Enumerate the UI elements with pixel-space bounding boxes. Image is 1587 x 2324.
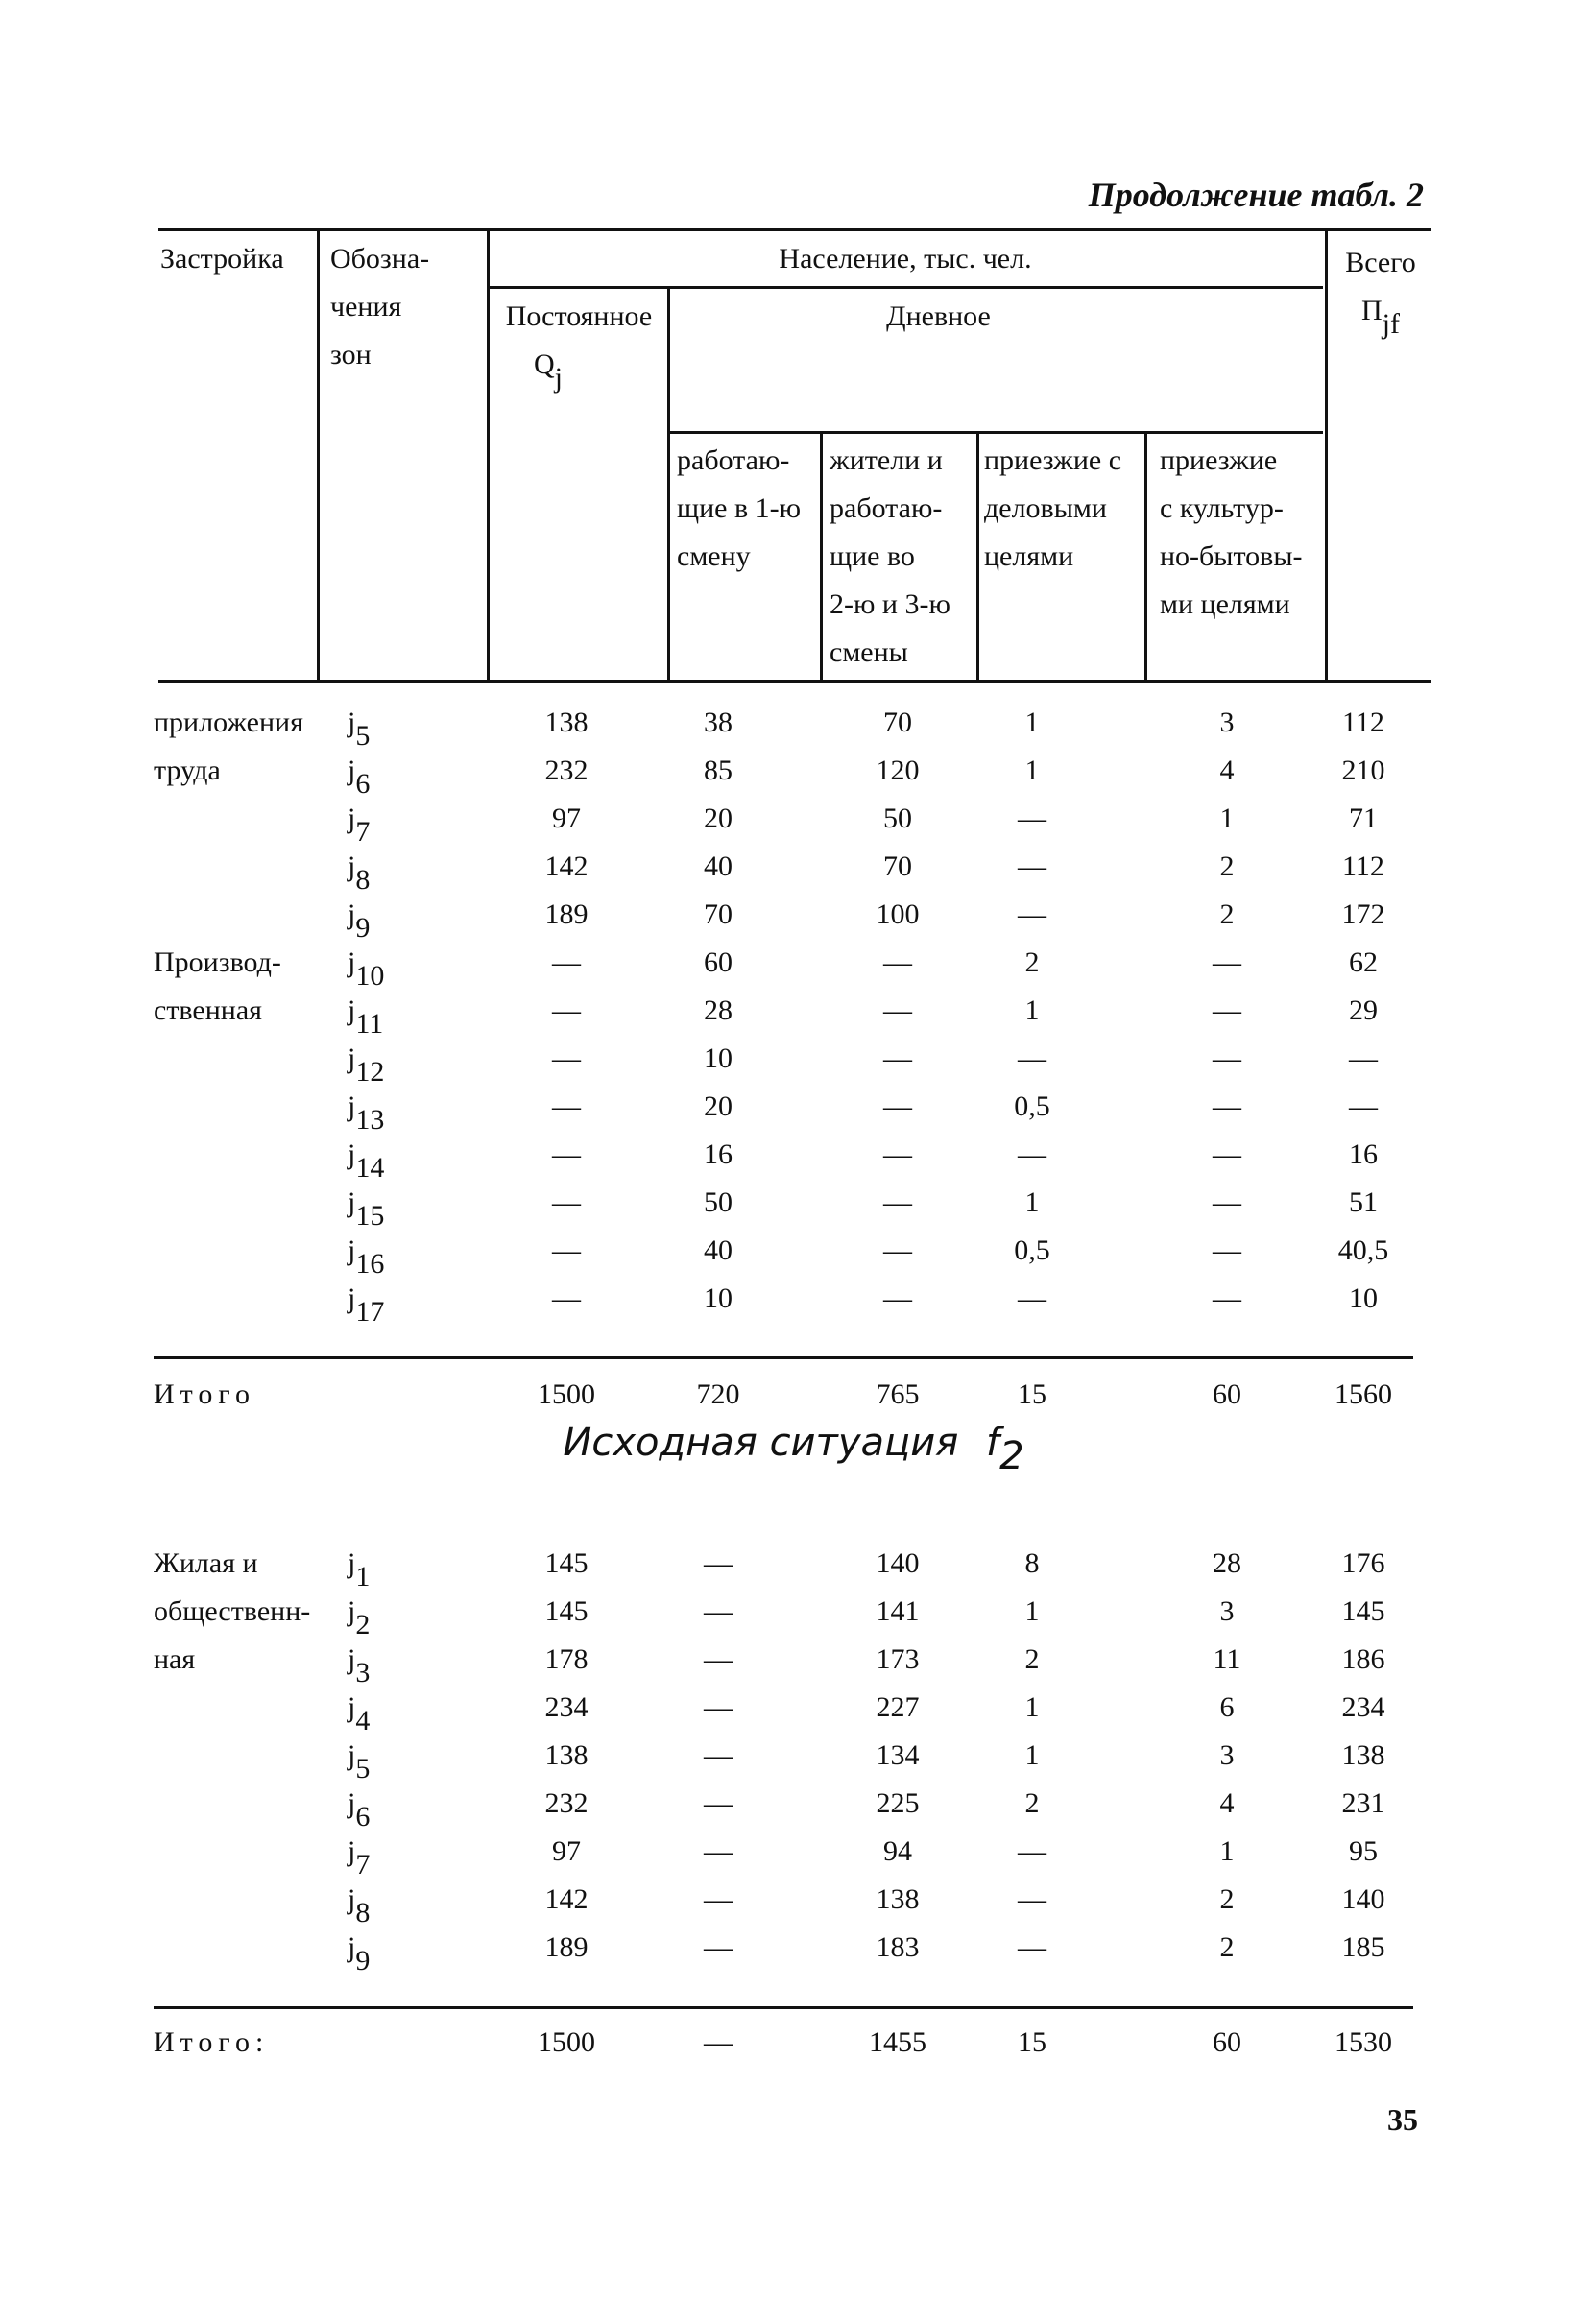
table-cell: 3 [1219, 707, 1235, 738]
zone-letter: j [348, 755, 356, 786]
group-label: общественн- [154, 1595, 311, 1627]
total-cell: 15 [1018, 1378, 1046, 1410]
zone-subscript: 10 [355, 960, 385, 992]
zone-letter: j [348, 1643, 356, 1675]
total-cell: 1560 [1335, 1378, 1392, 1410]
table-cell: — [1018, 1931, 1046, 1963]
table-cell: — [552, 1042, 581, 1074]
table-cell: — [1018, 851, 1046, 882]
table-cell: 227 [876, 1691, 920, 1723]
zone-subscript: 5 [355, 720, 371, 752]
zone-subscript: 14 [355, 1152, 385, 1184]
zone-letter: j [348, 1691, 356, 1723]
zone-letter: j [348, 1042, 356, 1074]
zone-id [348, 1275, 384, 1336]
table-cell: 97 [552, 1835, 581, 1867]
vline-6 [1144, 432, 1147, 682]
zone-letter: j [348, 1595, 356, 1627]
header-sub-kulturnye: приезжие с культур- но-бытовы- ми целями [1160, 444, 1303, 620]
table-cell: 38 [704, 707, 733, 738]
total-cell: 15 [1018, 2026, 1046, 2058]
table-cell: — [1213, 946, 1241, 978]
table-cell: 145 [544, 1547, 589, 1579]
total-label: Итого [154, 1378, 255, 1410]
table-cell: 142 [544, 1883, 589, 1915]
table-cell: — [883, 1234, 912, 1266]
header-oboznachenia: Обозна- чения зон [330, 243, 430, 371]
header-top-rule [158, 228, 1431, 231]
total-cell: 1500 [538, 1378, 595, 1410]
zone-subscript: 13 [355, 1104, 385, 1136]
table-cell: 232 [544, 1787, 589, 1819]
table-cell: 6 [1219, 1691, 1235, 1723]
table-cell: 138 [544, 1739, 589, 1771]
zone-letter: j [348, 803, 356, 834]
table-cell: — [883, 994, 912, 1026]
table-cell: 2 [1024, 1787, 1040, 1819]
table-cell: 1 [1024, 1595, 1040, 1627]
header-vsego: Всего Пjf [1345, 247, 1416, 340]
zone-subscript: 16 [355, 1248, 385, 1280]
table-cell: 20 [704, 1090, 733, 1122]
table-cell: — [883, 1090, 912, 1122]
table-cell: 225 [876, 1787, 920, 1819]
table-cell: — [1349, 1090, 1378, 1122]
table-cell: 173 [876, 1643, 920, 1675]
table-cell: 28 [1213, 1547, 1241, 1579]
table-cell: — [1213, 1090, 1241, 1122]
table-cell: 28 [704, 994, 733, 1026]
table-cell: 120 [876, 755, 920, 786]
table-cell: 100 [876, 898, 920, 930]
table-cell: 51 [1349, 1186, 1378, 1218]
table-cell: 145 [1341, 1595, 1385, 1627]
table-cell: 2 [1024, 1643, 1040, 1675]
group-label: ственная [154, 994, 262, 1026]
table-cell: — [1213, 994, 1241, 1026]
table-cell: — [883, 1282, 912, 1314]
total-cell: 1500 [538, 2026, 595, 2058]
page-number: 35 [1387, 2102, 1418, 2137]
table-cell: 234 [544, 1691, 589, 1723]
table-cell: 1 [1024, 755, 1040, 786]
table-cell: 140 [1341, 1883, 1385, 1915]
table-cell: 0,5 [1014, 1234, 1050, 1266]
table-cell: — [552, 1282, 581, 1314]
zone-subscript: 8 [355, 1897, 371, 1929]
table-cell: 95 [1349, 1835, 1378, 1867]
table-cell: — [1213, 1282, 1241, 1314]
table-cell: — [704, 1691, 733, 1723]
table-cell: — [1018, 1282, 1046, 1314]
table-cell: — [552, 1234, 581, 1266]
table-cell: 2 [1219, 851, 1235, 882]
table-cell: 0,5 [1014, 1090, 1050, 1122]
table-cell: — [1213, 1234, 1241, 1266]
zone-letter: j [348, 1931, 356, 1963]
zone-subscript: 6 [355, 768, 371, 800]
zone-subscript: 15 [355, 1200, 385, 1232]
table-cell: 1 [1219, 1835, 1235, 1867]
table-cell: 85 [704, 755, 733, 786]
table-cell: 172 [1341, 898, 1385, 930]
table-cell: 70 [883, 851, 912, 882]
header-zastroika: Застройка [160, 243, 284, 275]
table-cell: — [1349, 1042, 1378, 1074]
zone-subscript: 11 [355, 1008, 384, 1040]
zone-letter: j [348, 1835, 356, 1867]
table-cell: 178 [544, 1643, 589, 1675]
zone-letter: j [348, 707, 356, 738]
total-cell: 60 [1213, 1378, 1241, 1410]
table-cell: 62 [1349, 946, 1378, 978]
table-cell: 185 [1341, 1931, 1385, 1963]
table-cell: — [704, 1547, 733, 1579]
table-cell: 176 [1341, 1547, 1385, 1579]
table-cell: — [1018, 1835, 1046, 1867]
zone-letter: j [348, 1090, 356, 1122]
header-sub-delovye: приезжие с деловыми целями [984, 444, 1122, 572]
table-cell: 1 [1024, 1186, 1040, 1218]
group-label: Жилая и [154, 1547, 258, 1579]
group-label: ная [154, 1643, 196, 1675]
table-cell: — [1213, 1042, 1241, 1074]
zone-letter: j [348, 1739, 356, 1771]
table-cell: 4 [1219, 755, 1235, 786]
table-cell: 94 [883, 1835, 912, 1867]
table-cell: — [552, 1090, 581, 1122]
block2-total-rule [154, 2006, 1413, 2009]
table-caption: Продолжение табл. 2 [1088, 176, 1424, 214]
table-cell: 138 [544, 707, 589, 738]
table-cell: 1 [1024, 1739, 1040, 1771]
total-label: Итого: [154, 2026, 270, 2058]
total-cell: 765 [876, 1378, 920, 1410]
table-cell: 2 [1024, 946, 1040, 978]
table-cell: 231 [1341, 1787, 1385, 1819]
table-cell: 8 [1024, 1547, 1040, 1579]
table-cell: 1 [1024, 994, 1040, 1026]
zone-letter: j [348, 1186, 356, 1218]
table-cell: 71 [1349, 803, 1378, 834]
vline-1 [317, 228, 320, 682]
table-cell: 141 [876, 1595, 920, 1627]
total-cell: 1530 [1335, 2026, 1392, 2058]
table-cell: — [1018, 1883, 1046, 1915]
header-sub-rabotayushchie: работаю- щие в 1-ю смену [677, 444, 802, 572]
table-cell: 20 [704, 803, 733, 834]
table-cell: — [704, 1883, 733, 1915]
zone-letter: j [348, 1282, 356, 1314]
table-cell: — [883, 1186, 912, 1218]
table-cell: 2 [1219, 1883, 1235, 1915]
table-cell: 232 [544, 755, 589, 786]
zone-subscript: 1 [355, 1561, 371, 1593]
zone-letter: j [348, 1547, 356, 1579]
table-cell: 40,5 [1337, 1234, 1389, 1266]
table-cell: 189 [544, 1931, 589, 1963]
table-cell: — [1018, 1138, 1046, 1170]
zone-letter: j [348, 851, 356, 882]
zone-subscript: 9 [355, 912, 371, 944]
zone-subscript: 7 [355, 1849, 371, 1881]
table-cell: — [883, 946, 912, 978]
zone-letter: j [348, 898, 356, 930]
table-cell: 29 [1349, 994, 1378, 1026]
table-cell: 145 [544, 1595, 589, 1627]
table-cell: 10 [704, 1042, 733, 1074]
table-cell: — [704, 1787, 733, 1819]
header-postoyannoe: Постоянное Qj [505, 300, 653, 394]
section-title: Исходная ситуация f2 [563, 1421, 1024, 1478]
table-cell: 11 [1213, 1643, 1241, 1675]
vline-5 [976, 432, 979, 682]
zone-subscript: 5 [355, 1753, 371, 1785]
table-cell: 1 [1024, 1691, 1040, 1723]
table-cell: — [704, 1739, 733, 1771]
table-cell: — [1213, 1138, 1241, 1170]
zone-letter: j [348, 1787, 356, 1819]
group-label: труда [154, 755, 221, 786]
table-cell: 3 [1219, 1739, 1235, 1771]
header-sub-zhiteli: жители и работаю- щие во 2-ю и 3-ю смены [830, 444, 950, 668]
table-cell: — [704, 1595, 733, 1627]
table-cell: — [1018, 1042, 1046, 1074]
group-label: приложения [154, 707, 303, 738]
table-cell: 1 [1219, 803, 1235, 834]
zone-subscript: 9 [355, 1945, 371, 1977]
table-cell: — [883, 1042, 912, 1074]
table-cell: — [1018, 898, 1046, 930]
table-cell: — [704, 1931, 733, 1963]
table-cell: 40 [704, 851, 733, 882]
table-cell: — [883, 1138, 912, 1170]
table-cell: — [552, 946, 581, 978]
table-cell: 183 [876, 1931, 920, 1963]
zone-subscript: 17 [355, 1296, 385, 1328]
total-cell: 60 [1213, 2026, 1241, 2058]
table-cell: — [552, 1186, 581, 1218]
table-cell: 70 [704, 898, 733, 930]
table-cell: 97 [552, 803, 581, 834]
zone-letter: j [348, 1138, 356, 1170]
table-cell: 2 [1219, 1931, 1235, 1963]
zone-letter: j [348, 994, 356, 1026]
total-cell: — [704, 2026, 733, 2058]
zone-letter: j [348, 1234, 356, 1266]
table-cell: 112 [1342, 707, 1384, 738]
table-cell: 4 [1219, 1787, 1235, 1819]
table-cell: 3 [1219, 1595, 1235, 1627]
table-cell: 142 [544, 851, 589, 882]
table-cell: 16 [1349, 1138, 1378, 1170]
total-cell: 720 [696, 1378, 740, 1410]
table-cell: 210 [1341, 755, 1385, 786]
zone-letter: j [348, 1883, 356, 1915]
vline-4 [820, 432, 823, 682]
zone-subscript: 4 [355, 1705, 371, 1737]
table-cell: — [552, 994, 581, 1026]
table-cell: 140 [876, 1547, 920, 1579]
table-cell: — [552, 1138, 581, 1170]
zone-subscript: 8 [355, 864, 371, 896]
table-cell: 60 [704, 946, 733, 978]
table-cell: 138 [1341, 1739, 1385, 1771]
table-cell: 134 [876, 1739, 920, 1771]
header-dnevnoe: Дневное [886, 300, 991, 332]
table-cell: 70 [883, 707, 912, 738]
zone-subscript: 3 [355, 1657, 371, 1689]
table-cell: — [704, 1643, 733, 1675]
table-cell: 10 [1349, 1282, 1378, 1314]
table-cell: 50 [704, 1186, 733, 1218]
zone-letter: j [348, 946, 356, 978]
table-cell: 138 [876, 1883, 920, 1915]
table-cell: 1 [1024, 707, 1040, 738]
zone-id [348, 1924, 370, 1985]
zone-subscript: 12 [355, 1056, 385, 1088]
table-cell: 186 [1341, 1643, 1385, 1675]
table-cell: — [1213, 1186, 1241, 1218]
zone-subscript: 7 [355, 816, 371, 848]
table-cell: 50 [883, 803, 912, 834]
table-cell: 2 [1219, 898, 1235, 930]
naselenie-underline [488, 286, 1323, 289]
zone-subscript: 6 [355, 1801, 371, 1833]
total-cell: 1455 [869, 2026, 926, 2058]
block1-total-rule [154, 1356, 1413, 1359]
table-cell: 40 [704, 1234, 733, 1266]
header-naselenie: Население, тыс. чел. [779, 243, 1032, 275]
table-cell: 16 [704, 1138, 733, 1170]
group-label: Производ- [154, 946, 281, 978]
dnevnoe-underline [669, 431, 1323, 434]
table-cell: — [704, 1835, 733, 1867]
table-cell: 112 [1342, 851, 1384, 882]
zone-subscript: 2 [355, 1609, 371, 1641]
header-bottom-rule [158, 680, 1431, 683]
table-cell: — [1018, 803, 1046, 834]
table-cell: 10 [704, 1282, 733, 1314]
table-cell: 234 [1341, 1691, 1385, 1723]
table-cell: 189 [544, 898, 589, 930]
